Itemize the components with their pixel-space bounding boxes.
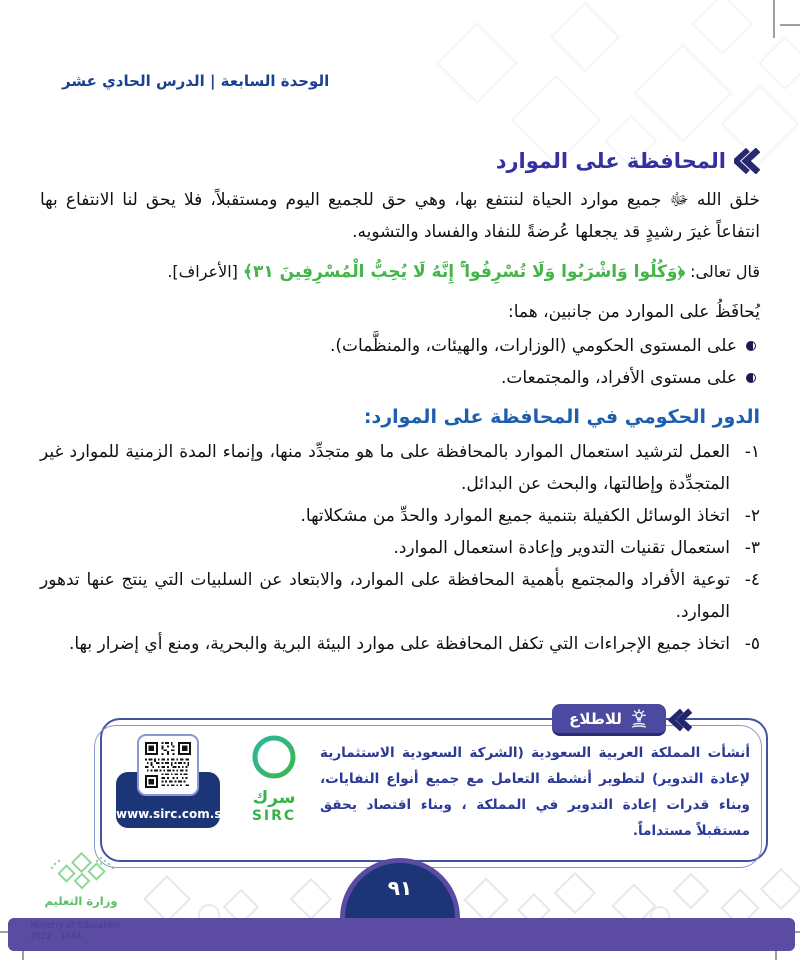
decorative-diamond xyxy=(143,875,191,923)
decorative-diamond xyxy=(634,44,733,143)
verse-intro-text: قال تعالى: xyxy=(685,262,760,281)
qr-unit xyxy=(116,734,230,846)
decorative-diamond xyxy=(758,36,800,90)
aspects-intro: يُحافَظُ على الموارد من جانبين، هما: xyxy=(508,302,760,322)
list-item xyxy=(40,628,760,660)
quran-verse-line xyxy=(40,256,760,288)
list-item xyxy=(40,564,760,628)
badge-label: للاطلاع xyxy=(569,709,622,728)
crop-mark xyxy=(780,24,800,26)
ministry-name-arabic: وزارة التعليم xyxy=(44,894,118,908)
main-content xyxy=(40,148,760,660)
item-number: ١- xyxy=(744,442,760,462)
crop-mark xyxy=(773,0,775,38)
decorative-diamond xyxy=(691,0,753,55)
decorative-diamond xyxy=(290,878,332,920)
unit-lesson-header: الوحدة السابعة | الدرس الحادي عشر xyxy=(62,72,330,90)
sirc-name-english: SIRC xyxy=(251,808,297,824)
quran-verse: ﴿وَكُلُوا وَاشْرَبُوا وَلَا تُسْرِفُوا ۚ إِنَّهُ لَا يُحِبُّ الْمُسْرِفِينَ ٣١﴾ xyxy=(242,262,686,282)
list-item xyxy=(40,436,760,500)
item-text: استعمال تقنيات التدوير وإعادة استعمال الموارد. xyxy=(393,538,730,558)
decorative-diamond xyxy=(760,868,800,910)
aspects-list xyxy=(40,330,760,394)
decorative-diamond xyxy=(436,22,518,104)
badge-chevron-icon xyxy=(668,708,692,732)
item-number: ٥- xyxy=(744,634,760,654)
edition-year: 2022 - 1444 xyxy=(30,932,82,942)
list-item xyxy=(40,362,760,394)
item-text: العمل لترشيد استعمال الموارد بالمحافظة على ما هو متجدِّد منها، وإنماء المدة الزمنية للموارد غير المتجدِّدة وإطالتها، والبحث عن البدائل. xyxy=(40,442,730,494)
item-number: ٢- xyxy=(744,506,760,526)
subsection-title: الدور الحكومي في المحافظة على الموارد: xyxy=(363,406,760,428)
double-chevron-icon xyxy=(734,148,760,174)
ministry-name-english: Ministry of Education xyxy=(30,921,120,931)
aspect-text: على مستوى الأفراد، والمجتمعات. xyxy=(500,368,737,388)
website-url: www.sirc.com.sa xyxy=(116,807,230,821)
footer-strip xyxy=(8,918,795,951)
ministry-emblem-icon xyxy=(39,852,123,894)
info-badge xyxy=(552,704,666,736)
decorative-diamond xyxy=(673,873,710,910)
decorative-diamond xyxy=(550,2,621,73)
intro-paragraph: خلق الله ﷻ جميع موارد الحياة لننتفع بها، وهي حق للجميع اليوم ومستقبلاً، فلا يحق لنا الانتفاع بها انتفاعاً غيرَ رشيدٍ قد يجعلها عُرضةً للنفاد والفساد والتشويه. xyxy=(40,190,760,242)
item-text: اتخاذ الوسائل الكفيلة بتنمية جميع الموارد والحدِّ من مشكلاتها. xyxy=(300,506,730,526)
lightbulb-icon xyxy=(629,709,649,729)
verse-source: [الأعراف]. xyxy=(167,262,243,281)
section-title: المحافظة على الموارد xyxy=(495,149,726,173)
ministry-logo xyxy=(26,852,136,908)
aspect-text: على المستوى الحكومي (الوزارات، والهيئات، والمنظَّمات). xyxy=(329,336,737,356)
list-item xyxy=(40,500,760,532)
sirc-logo xyxy=(238,732,310,824)
section-heading-row xyxy=(40,148,760,174)
qr-code xyxy=(137,734,199,796)
bullet-icon xyxy=(746,341,756,351)
info-box-text: أنشأت المملكة العربية السعودية (الشركة السعودية الاستثمارية لإعادة التدوير) لتطوير أنشطة التعامل مع جميع أنواع النفايات، وبناء قدرات إعادة التدوير في المملكة ، وبناء اقتصاد يحقق مستقبلاً مستداماً. xyxy=(320,745,750,839)
item-number: ٤- xyxy=(744,570,760,590)
item-number: ٣- xyxy=(744,538,760,558)
page-number: ٩١ xyxy=(387,876,413,900)
list-item xyxy=(40,532,760,564)
decorative-diamond xyxy=(554,872,596,914)
list-item xyxy=(40,330,760,362)
decorative-diamond xyxy=(463,877,508,922)
info-box xyxy=(100,709,768,862)
bullet-icon xyxy=(746,373,756,383)
item-text: اتخاذ جميع الإجراءات التي تكفل المحافظة على موارد البيئة البرية والبحرية، ومنع أي إضرار بها. xyxy=(68,634,730,654)
sirc-name-arabic: سرك xyxy=(252,788,296,808)
item-text: توعية الأفراد والمجتمع بأهمية المحافظة على الموارد، والابتعاد عن السلبيات التي ينتج عنها تدهور الموارد. xyxy=(40,570,730,622)
numbered-list xyxy=(40,436,760,660)
sirc-ring-icon xyxy=(249,732,299,782)
